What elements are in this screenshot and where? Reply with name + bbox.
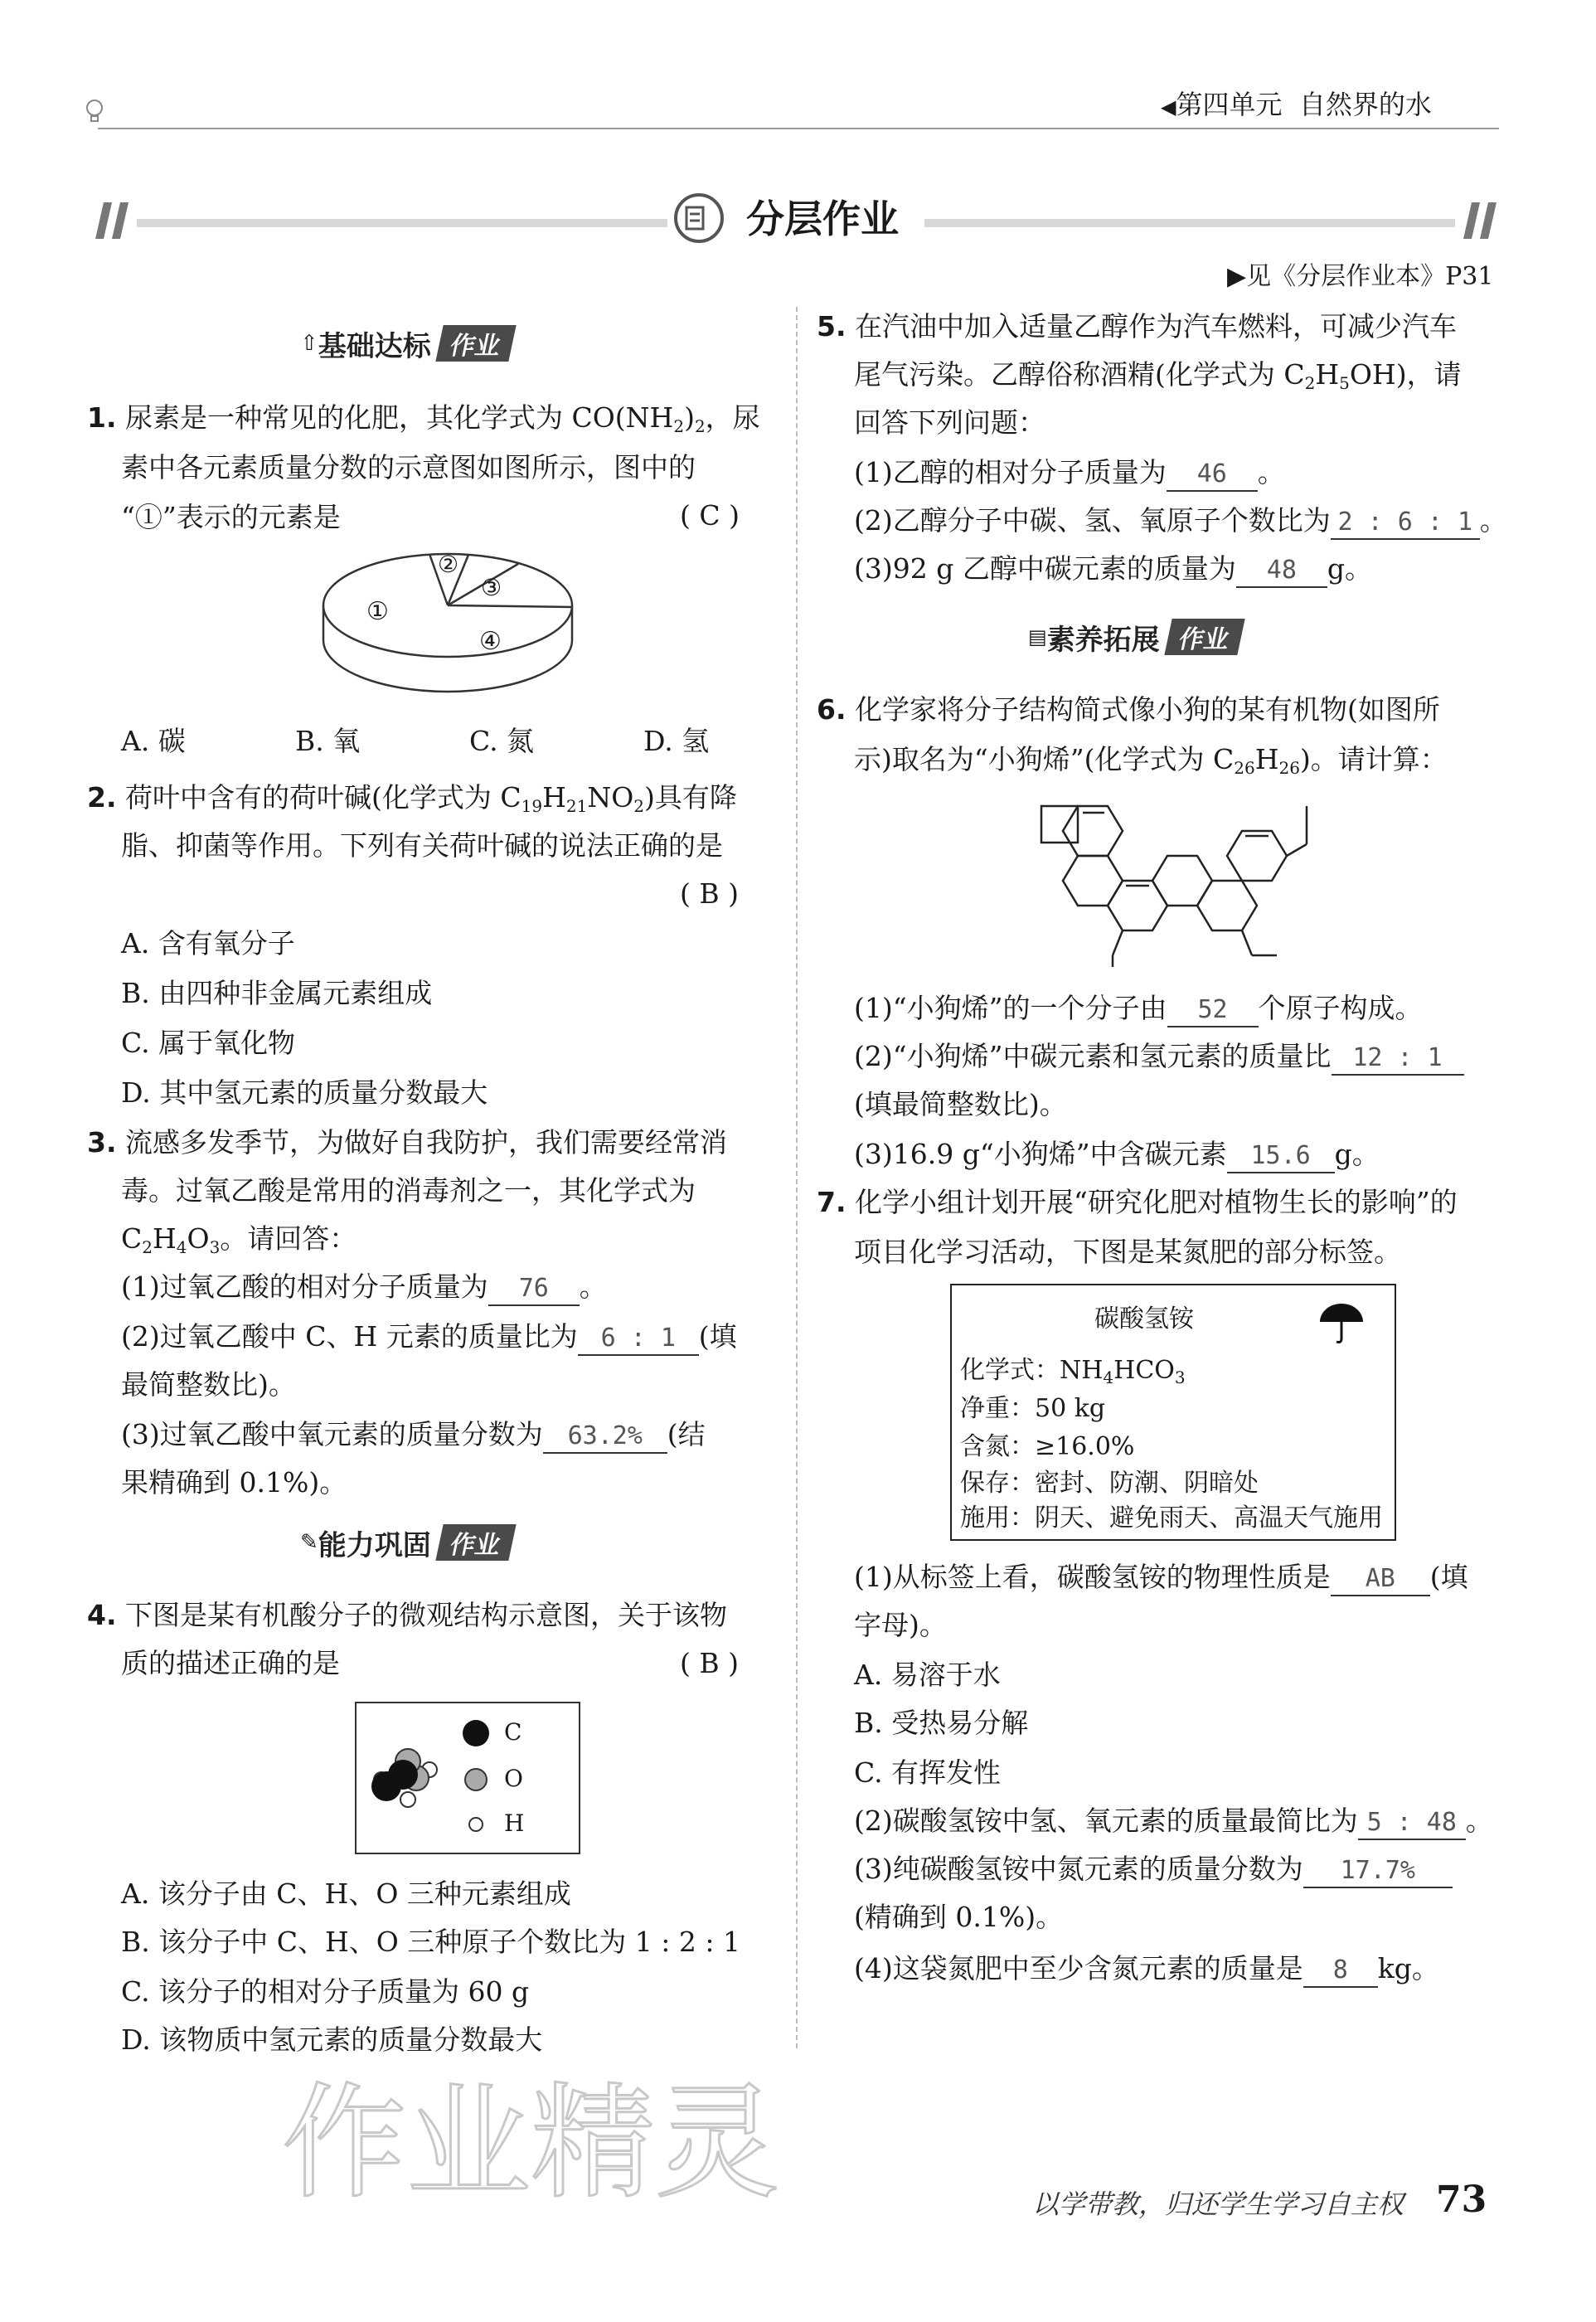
- q3-answer3: 63.2%: [543, 1421, 667, 1454]
- q3-line2: 毒。过氧乙酸是常用的消毒剂之一，其化学式为: [121, 1174, 696, 1207]
- footer-slogan: 以学带教，归还学生学习自主权: [1032, 2188, 1404, 2220]
- q1-answer: ( C ): [680, 499, 740, 532]
- q4-molecule-figure: [355, 1702, 580, 1854]
- q7-answer1: AB: [1331, 1563, 1430, 1596]
- q3-part1: (1)过氧乙酸的相对分子质量为 76 。: [121, 1269, 607, 1306]
- reference-text: 见《分层作业本》P31: [1246, 262, 1494, 291]
- unit-label: 第四单元: [1176, 89, 1283, 120]
- q2-option-d: D. 其中氢元素的质量分数最大: [121, 1076, 488, 1109]
- q6-answer2: 12 : 1: [1332, 1042, 1464, 1076]
- fertilizer-label: [950, 1284, 1396, 1541]
- q1-line1: 1. 尿素是一种常见的化肥，其化学式为 $CO(NH_2)_2$，尿: [87, 401, 760, 436]
- q6-part3: (3)16.9 g“小狗烯”中含碳元素 15.6 g。: [854, 1136, 1380, 1173]
- q4-option-c: C. 该分子的相对分子质量为 60 g: [121, 1975, 530, 2008]
- q4-answer: ( B ): [680, 1647, 739, 1679]
- pie-label-4: ④: [479, 627, 502, 656]
- q7-line1: 7. 化学小组计划开展“研究化肥对植物生长的影响”的: [817, 1186, 1458, 1218]
- q2-answer: ( B ): [680, 877, 739, 910]
- legend-o: O: [504, 1765, 523, 1792]
- q3-line3: $C_2H_4O_3$。请回答：: [121, 1222, 357, 1257]
- label-usage: 施用：阴天、避免雨天、高温天气施用: [960, 1503, 1383, 1533]
- q6-molecule-structure: [1028, 796, 1327, 970]
- q3-answer2: 6 : 1: [578, 1323, 699, 1356]
- q1-option-d: D. 氢: [643, 725, 710, 757]
- pie-label-1: ①: [366, 597, 389, 626]
- q7-answer2: 5 : 48: [1358, 1807, 1466, 1840]
- unit-heading: [1161, 88, 1432, 124]
- q5-answer1: 46: [1167, 459, 1258, 492]
- q6-part2-cont: (填最简整数比)。: [854, 1088, 1067, 1120]
- q2-line1: 2. 荷叶中含有的荷叶碱(化学式为 $C_{19}H_{21}NO_2$)具有降: [87, 781, 737, 816]
- q5-line2: 尾气污染。乙醇俗称酒精(化学式为 $C_2H_5OH$)，请: [854, 358, 1462, 393]
- q3-part3-cont: 果精确到 0.1%)。: [121, 1466, 347, 1499]
- q5-part3: (3)92 g 乙醇中碳元素的质量为 48 g。: [854, 551, 1372, 588]
- q5-line1: 5. 在汽油中加入适量乙醇作为汽车燃料，可减少汽车: [817, 310, 1457, 342]
- q6-line1: 6. 化学家将分子结构简式像小狗的某有机物(如图所: [817, 693, 1440, 726]
- column-divider: [796, 307, 798, 2048]
- q5-line3: 回答下列问题：: [854, 406, 1045, 439]
- q5-answer2: 2 : 6 : 1: [1331, 507, 1480, 540]
- q3-part3: (3)过氧乙酸中氧元素的质量分数为 63.2% (结: [121, 1416, 706, 1454]
- q3-part2: (2)过氧乙酸中 C、H 元素的质量比为 6 : 1 (填: [121, 1319, 737, 1356]
- q7-answer3: 17.7%: [1303, 1855, 1453, 1888]
- q2-option-b: B. 由四种非金属元素组成: [121, 977, 433, 1009]
- q7-part3: (3)纯碳酸氢铵中氮元素的质量分数为 17.7%: [854, 1851, 1453, 1888]
- q3-line1: 3. 流感多发季节，为做好自我防护，我们需要经常消: [87, 1126, 727, 1159]
- q1-option-a: A. 碳: [121, 725, 186, 757]
- section-tag-extend: ▤ 素养拓展 作业: [1028, 619, 1241, 655]
- q5-answer3: 48: [1236, 555, 1327, 588]
- pie-label-2: ②: [438, 551, 459, 578]
- book-icon: [673, 192, 725, 244]
- q6-part1: (1)“小狗烯”的一个分子由 52 个原子构成。: [854, 990, 1423, 1027]
- label-title: 碳酸氢铵: [1094, 1304, 1194, 1333]
- q3-part2-cont: 最简整数比)。: [121, 1368, 296, 1401]
- up-arrow-icon: ⇧: [300, 331, 318, 356]
- legend-h: H: [504, 1810, 525, 1837]
- q7-line2: 项目化学习活动，下图是某氮肥的部分标签。: [854, 1236, 1401, 1268]
- q7-part2: (2)碳酸氢铵中氢、氧元素的质量最简比为 5 : 48 。: [854, 1803, 1493, 1840]
- q5-part2: (2)乙醇分子中碳、氢、氧原子个数比为 2 : 6 : 1 。: [854, 503, 1507, 540]
- legend-c: C: [504, 1718, 522, 1746]
- q7-answer4: 8: [1303, 1955, 1378, 1988]
- q7-option-a: A. 易溶于水: [854, 1659, 1001, 1691]
- q1-line2: 素中各元素质量分数的示意图如图所示，图中的: [121, 451, 696, 483]
- bulb-icon: [83, 98, 106, 126]
- pen-icon: ✎: [300, 1530, 318, 1555]
- q6-answer3: 15.6: [1227, 1140, 1335, 1173]
- q1-line3: “①”表示的元素是: [121, 501, 341, 533]
- q1-pie-chart: [315, 541, 580, 698]
- q7-part1-cont: 字母)。: [854, 1609, 947, 1641]
- q4-line1: 4. 下图是某有机酸分子的微观结构示意图，关于该物: [87, 1599, 727, 1631]
- q3-answer1: 76: [488, 1273, 580, 1306]
- q1-option-b: B. 氧: [295, 725, 361, 757]
- q1-option-c: C. 氮: [469, 725, 535, 757]
- q6-part2: (2)“小狗烯”中碳元素和氢元素的质量比 12 : 1: [854, 1038, 1464, 1076]
- section-tag-basic: ⇧ 基础达标 作业: [300, 325, 512, 362]
- watermark: 作业精灵: [282, 2072, 780, 2216]
- q4-line2: 质的描述正确的是: [121, 1647, 340, 1679]
- q2-option-a: A. 含有氧分子: [121, 927, 295, 959]
- q4-option-d: D. 该物质中氢元素的质量分数最大: [121, 2023, 543, 2056]
- label-storage: 保存：密封、防潮、阴暗处: [960, 1469, 1259, 1498]
- q4-option-a: A. 该分子由 C、H、O 三种元素组成: [121, 1878, 571, 1910]
- arrow-right-icon: ▶: [1227, 262, 1247, 291]
- label-nitrogen: 含氮：≥16.0%: [960, 1432, 1135, 1461]
- q2-option-c: C. 属于氧化物: [121, 1027, 296, 1059]
- pie-label-3: ③: [481, 574, 502, 601]
- page-number: 73: [1436, 2179, 1487, 2221]
- q5-part1: (1)乙醇的相对分子质量为 46 。: [854, 454, 1285, 492]
- q6-line2: 示)取名为“小狗烯”(化学式为 $C_{26}H_{26}$)。请计算：: [854, 743, 1448, 778]
- header-rule: [98, 128, 1499, 129]
- q7-part3-cont: (精确到 0.1%)。: [854, 1901, 1064, 1933]
- q7-option-b: B. 受热易分解: [854, 1707, 1029, 1739]
- book-small-icon: ▤: [1028, 625, 1047, 649]
- q7-part1: (1)从标签上看，碳酸氢铵的物理性质是 AB (填: [854, 1559, 1468, 1596]
- triangle-left-icon: ◀: [1161, 95, 1176, 119]
- q7-option-c: C. 有挥发性: [854, 1756, 1002, 1789]
- q7-part4: (4)这袋氮肥中至少含氮元素的质量是 8 kg。: [854, 1950, 1439, 1988]
- section-title: 分层作业: [738, 196, 907, 242]
- unit-title: 自然界的水: [1298, 89, 1432, 120]
- umbrella-icon: [1317, 1300, 1366, 1347]
- section-tag-ability: ✎ 能力巩固 作业: [300, 1524, 512, 1561]
- reference-link[interactable]: [1227, 260, 1493, 294]
- q6-answer1: 52: [1167, 994, 1259, 1027]
- q2-line2: 脂、抑菌等作用。下列有关荷叶碱的说法正确的是: [121, 829, 723, 862]
- q4-option-b: B. 该分子中 C、H、O 三种原子个数比为 1 : 2 : 1: [121, 1926, 740, 1958]
- label-formula: 化学式：$NH_4HCO_3$: [960, 1356, 1186, 1387]
- label-weight: 净重：50 kg: [960, 1394, 1106, 1423]
